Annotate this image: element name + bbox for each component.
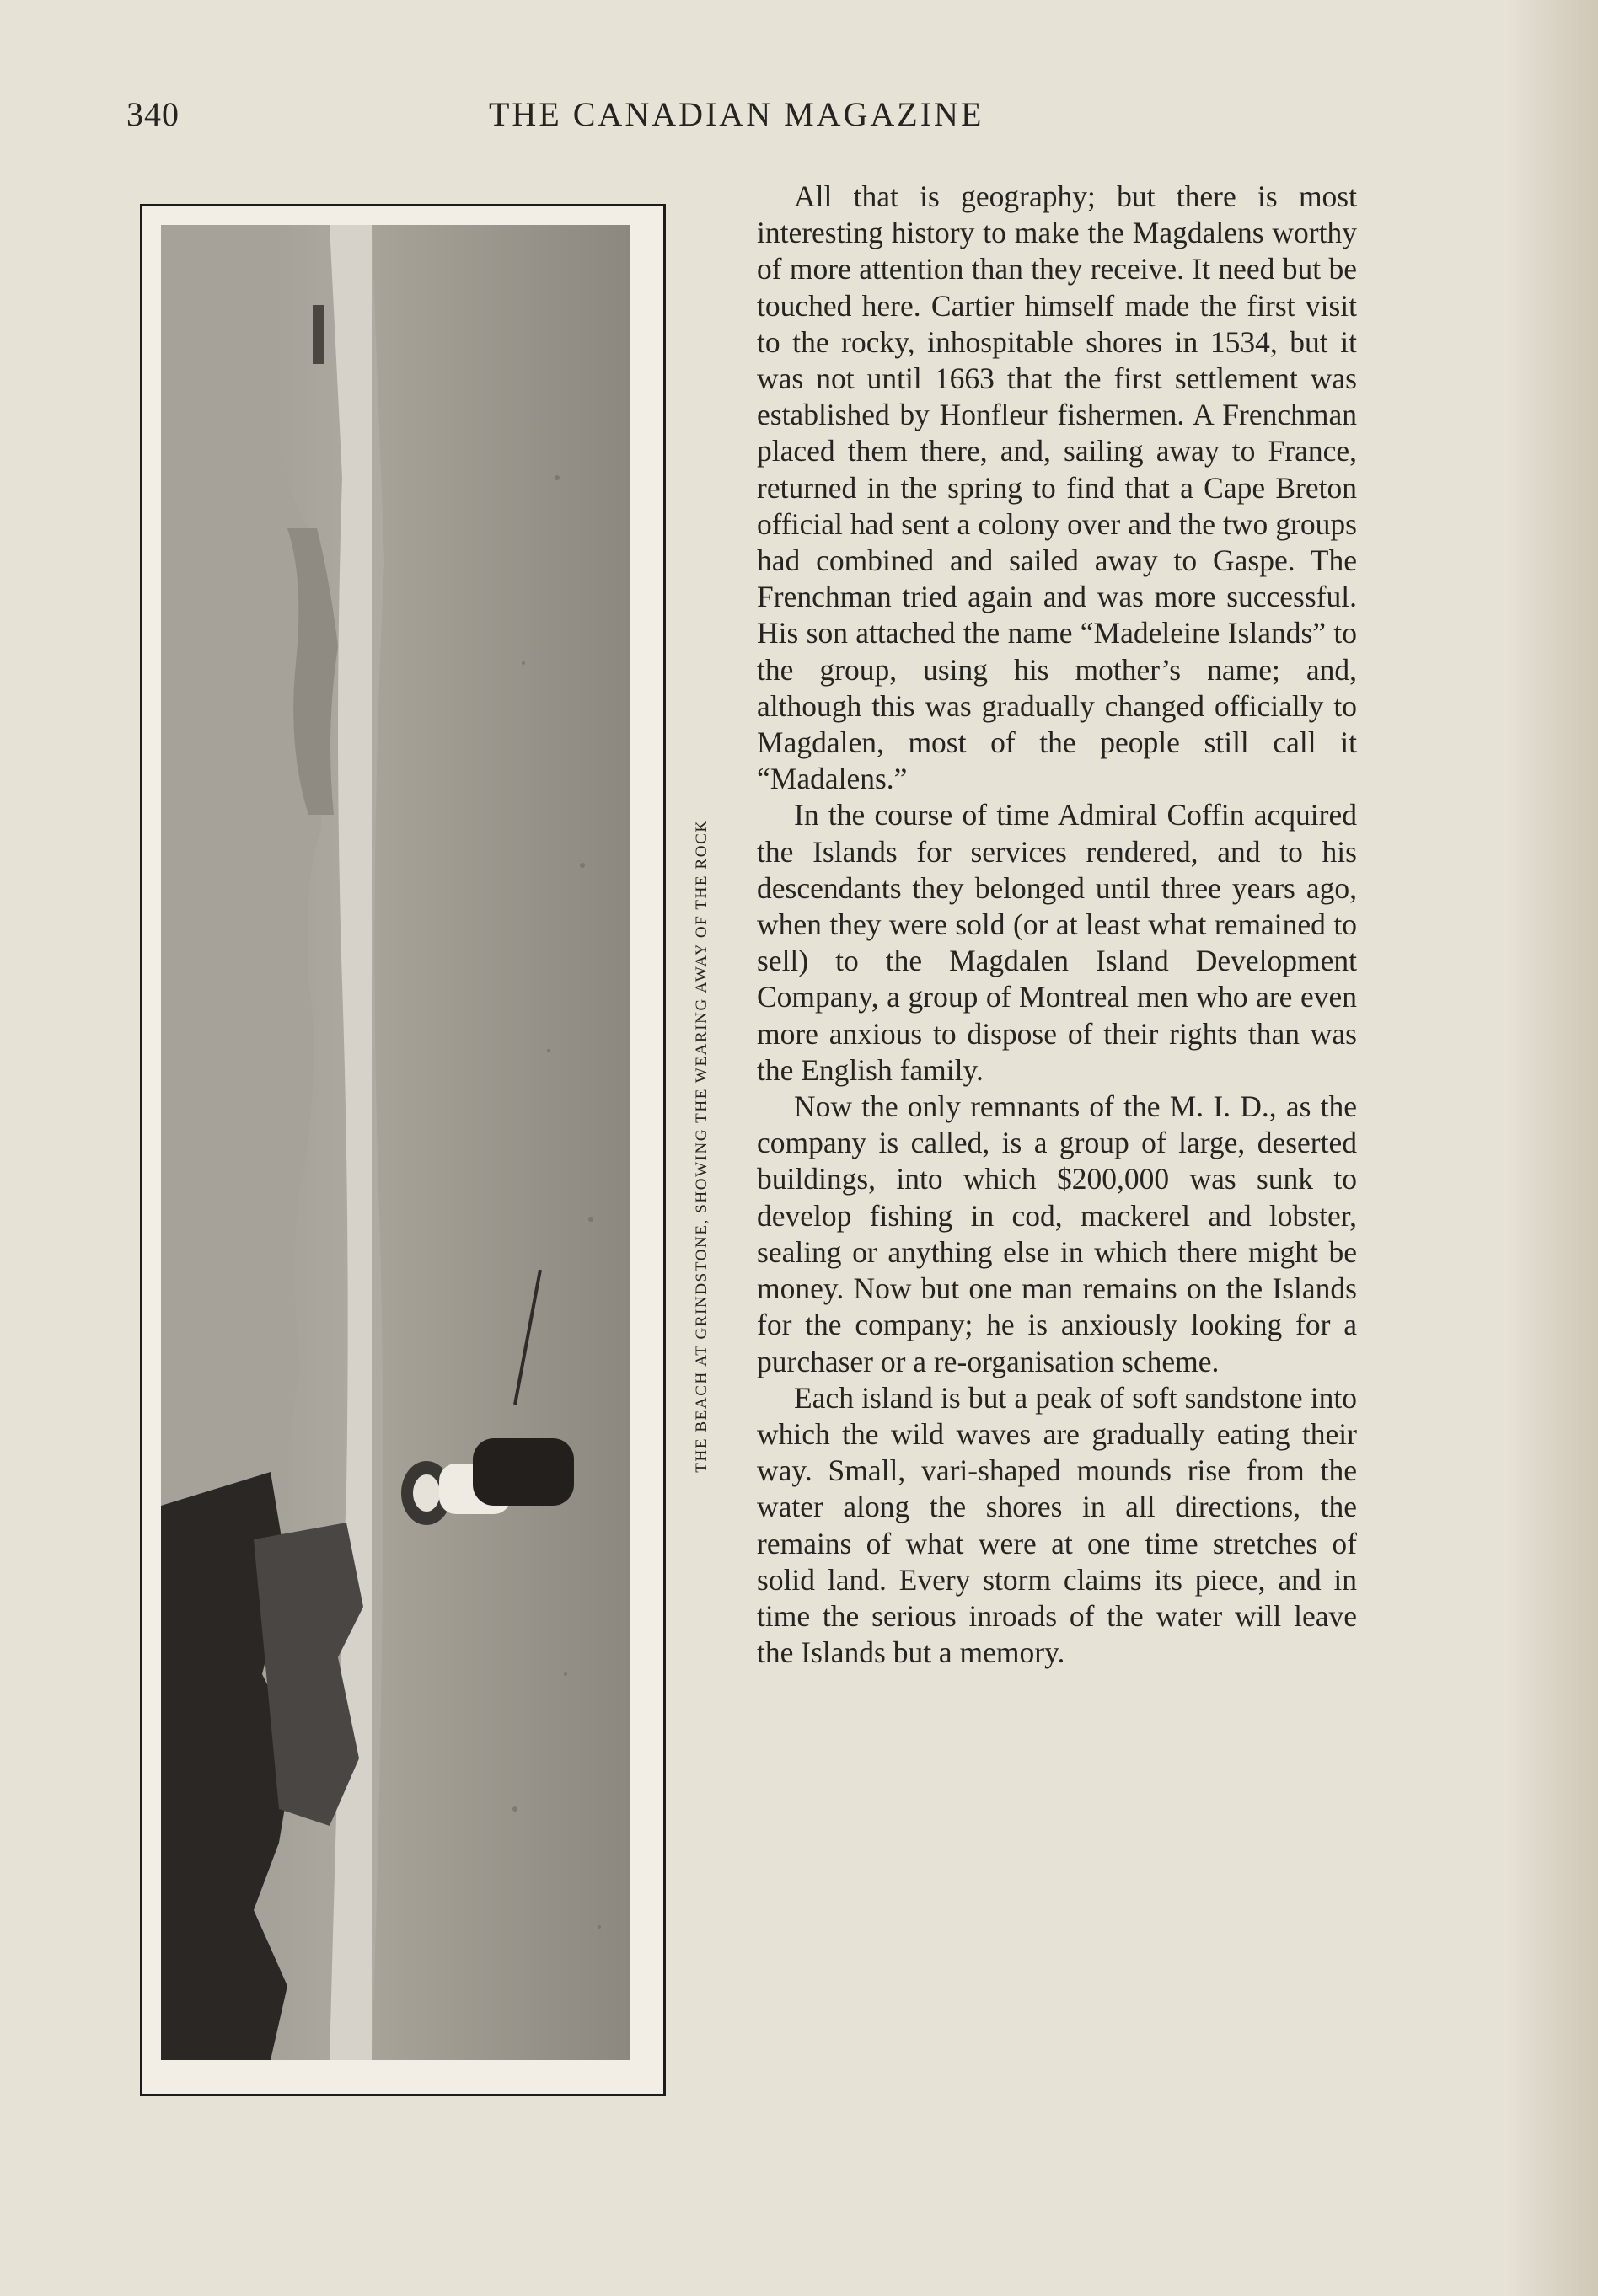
article-paragraph: All that is geography; but there is most interesting history to make the Magdalens worthy of more attention than they receive. It need but be touched here. Cartier himself made the first visit to the rocky, inhospitable shores in 1534, but it was not until 1663 that the first settlement was established by Honfleur fishermen. A Frenchman placed them there, and, sailing away to France, returned in the spring to find that a Cape Breton official had sent a colony over and the two groups had combined and sailed away to Gaspe. The Frenchman tried again and was more successful. His son attached the name “Madeleine Islands” to the group, using his mother’s name; and, although this was gradually changed officially to Magdalen, most of the people still call it “Madalens.” [757,179,1357,796]
page-edge-shadow [1505,0,1598,2296]
page-header [126,94,1421,145]
article-body [757,179,1357,1671]
page-number: 340 [126,95,180,133]
beach-photo [161,225,630,2060]
article-paragraph: In the course of time Admiral Coffin acquired the Islands for services rendered, and to his descendants they belonged until three years ago, when they were sold (or at least what remained to sell) to the Magdalen Island Development Company, a group of Montreal men who are even more anxious to dispose of their rights than was the English family. [757,798,1357,1087]
article-paragraph: Now the only remnants of the M. I. D., as the company is called, is a group of large, deserted buildings, into which $200,000 was sunk to develop fishing in cod, mackerel and lobster, sealing or anything else in which there might be money. Now but one man remains on the Islands for the company; he is anxiously looking for a purchaser or a re-organisation scheme. [757,1089,1357,1378]
running-head: THE CANADIAN MAGAZINE [489,95,984,133]
figure-frame [140,204,666,2096]
article-paragraph: Each island is but a peak of soft sandstone into which the wild waves are gradually eating their way. Small, vari-shaped mounds rise from the water along the shores in all directions, the remains of what were at one time stretches of solid land. Every storm claims its piece, and in time the serious inroads of the water will leave the Islands but a memory. [757,1380,1357,1670]
figure-caption: THE BEACH AT GRINDSTONE, SHOWING THE WEARING AWAY OF THE ROCK [693,819,711,1473]
figure-caption-container [683,741,721,1550]
photo-beach-icon [161,225,630,2060]
